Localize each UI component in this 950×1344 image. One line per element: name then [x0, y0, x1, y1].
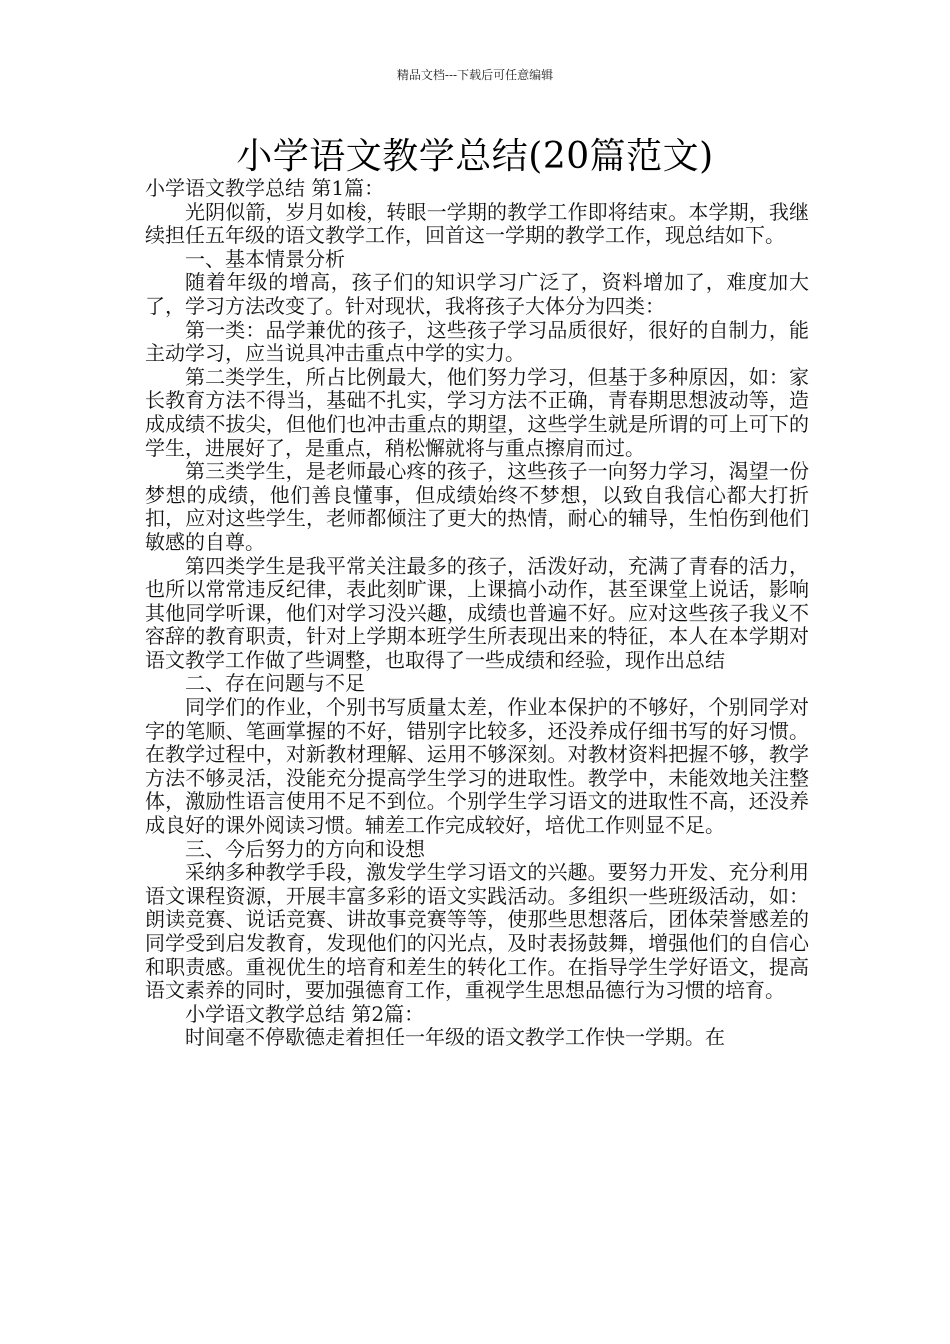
page-title: 小学语文教学总结(20篇范文) — [236, 136, 714, 177]
subheading-future-plans: 三、今后努力的方向和设想 — [185, 836, 425, 861]
document-body — [145, 177, 809, 1050]
section-heading-part-1: 小学语文教学总结 第1篇： — [145, 176, 385, 200]
subheading-problems: 二、存在问题与不足 — [185, 671, 365, 696]
paragraph-category-1: 第一类：品学兼优的孩子，这些孩子学习品质很好，很好的自制力，能主动学习，应当说具冲击重点中学的实力。 — [145, 317, 809, 366]
paragraph-part-2-start: 时间毫不停歇德走着担任一年级的语文教学工作快一学期。在 — [185, 1025, 725, 1050]
paragraph-category-4: 第四类学生是我平常关注最多的孩子，活泼好动，充满了青春的活力，也所以常常违反纪律，表此刻旷课，上课搞小动作，甚至课堂上说话，影响其他同学听课，他们对学习没兴趣，成绩也普遍不好。应对这些孩子我义不容辞的教育职责，针对上学期本班学生所表现出来的特征，本人在本学期对语文教学工作做了些调整，也取得了一些成绩和经验，现作出总结 — [145, 553, 809, 672]
paragraph-problems: 同学们的作业，个别书写质量太差，作业本保护的不够好，个别同学对字的笔顺、笔画掌握的不好，错别字比较多，还没养成仔细书写的好习惯。在教学过程中，对新教材理解、运用不够深刻。对教材资料把握不够，教学方法不够灵活，没能充分提高学生学习的进取性。教学中，未能效地关注整体，激励性语言使用不足不到位。个别学生学习语文的进取性不高，还没养成良好的课外阅读习惯。辅差工作完成较好，培优工作则显不足。 — [145, 695, 809, 838]
subheading-situation-analysis: 一、基本情景分析 — [185, 246, 345, 271]
section-heading-part-2: 小学语文教学总结 第2篇： — [185, 1001, 425, 1026]
header-note: 精品文档---下载后可任意编辑 — [396, 68, 554, 82]
paragraph-category-2: 第二类学生，所占比例最大，他们努力学习，但基于多种原因，如：家长教育方法不得当，基础不扎实，学习方法不正确，青春期思想波动等，造成成绩不拔尖，但他们也冲击重点的期望，这些学生就是所谓的可上可下的学生，进展好了，是重点，稍松懈就将与重点擦肩而过。 — [145, 364, 809, 460]
paragraph-category-3: 第三类学生，是老师最心疼的孩子，这些孩子一向努力学习，渴望一份梦想的成绩，他们善良懂事，但成绩始终不梦想，以致自我信心都大打折扣，应对这些学生，老师都倾注了更大的热情，耐心的辅导，生怕伤到他们敏感的自尊。 — [145, 459, 809, 554]
paragraph-intro: 光阴似箭，岁月如梭，转眼一学期的教学工作即将结束。本学期，我继续担任五年级的语文教学工作，回首这一学期的教学工作，现总结如下。 — [145, 199, 809, 248]
paragraph-situation: 随着年级的增高，孩子们的知识学习广泛了，资料增加了，难度加大了，学习方法改变了。针对现状，我将孩子大体分为四类： — [145, 270, 809, 318]
paragraph-future-plans: 采纳多种教学手段，激发学生学习语文的兴趣。要努力开发、充分利用语文课程资源，开展丰富多彩的语文实践活动。多组织一些班级活动，如：朗读竞赛、说话竞赛、讲故事竞赛等等，使那些思想落后，团体荣誉感差的同学受到启发教育，发现他们的闪光点，及时表扬鼓舞，增强他们的自信心和职责感。重视优生的培育和差生的转化工作。在指导学生学好语文，提高语文素养的同时，要加强德育工作，重视学生思想品德行为习惯的培育。 — [145, 860, 809, 1003]
